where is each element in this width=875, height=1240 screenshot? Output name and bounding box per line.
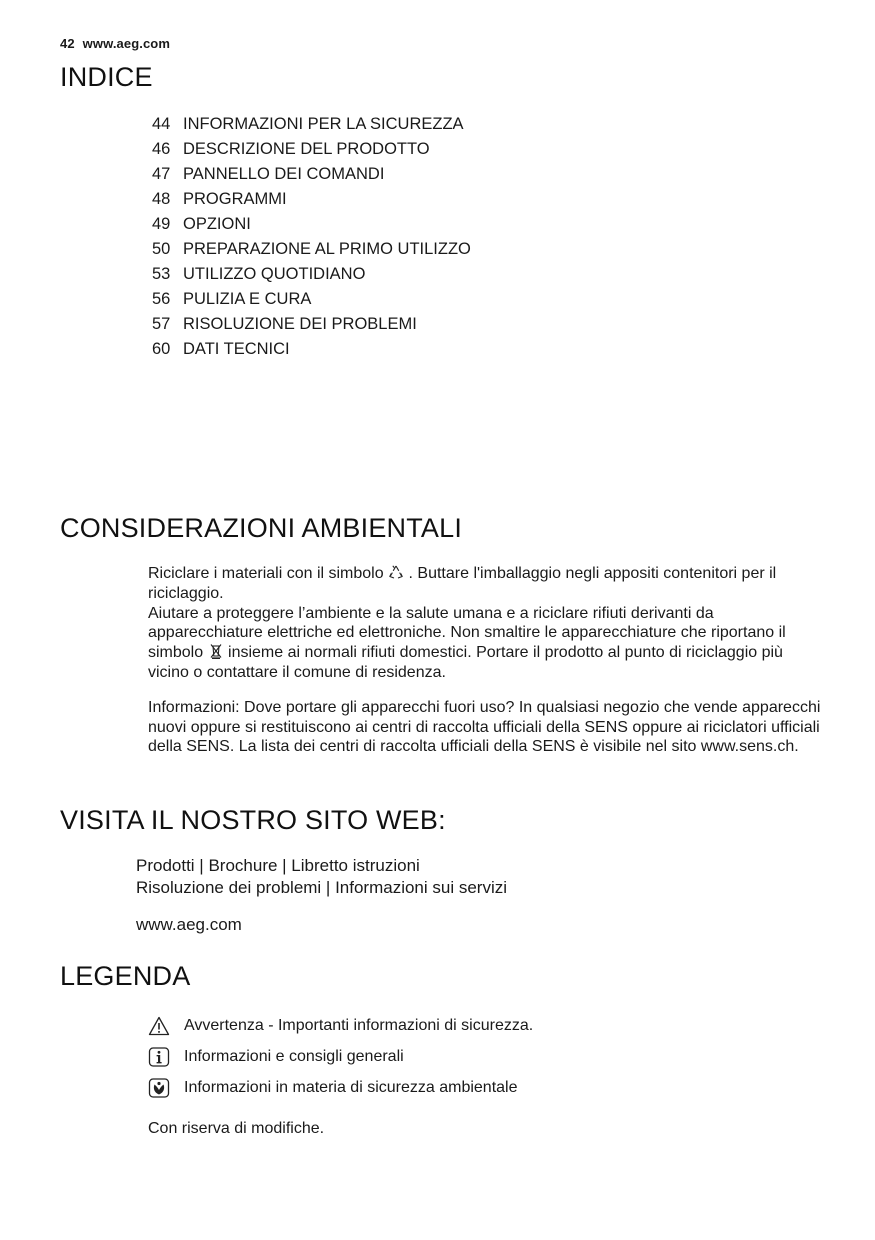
legend-label: Avvertenza - Importanti informazioni di sicurezza. [184,1016,534,1034]
legend-section [148,1010,533,1138]
legend-item [148,1072,533,1103]
table-of-contents [148,112,471,362]
website-url-link[interactable]: www.aeg.com [136,915,242,934]
environment-paragraph-1: Riciclare i materiali con il simbolo . Buttare l'imballaggio negli appositi contenitori per il riciclaggio. Aiutare a proteggere l’ambiente e la salute umana e a riciclare rifiuti derivanti da apparecchiature elettriche ed elettroniche. Non smaltire le apparecchiature che riportano il simbolo insieme ai normali rifiuti domestici. Portare il prodotto al punto di riciclaggio più vicino o contattare il comune di residenza. [148,565,786,681]
toc-item[interactable]: 57 RISOLUZIONE DEI PROBLEMI [152,315,417,333]
toc-item[interactable]: 60 DATI TECNICI [152,340,290,358]
index-title: INDICE [60,62,153,92]
toc-item[interactable]: 50 PREPARAZIONE AL PRIMO UTILIZZO [152,240,471,258]
page-number: 42 [60,36,75,51]
legend-item [148,1010,533,1041]
toc-item[interactable]: 46 DESCRIZIONE DEL PRODOTTO [152,140,430,158]
toc-item[interactable]: 48 PROGRAMMI [152,190,287,208]
website-title: VISITA IL NOSTRO SITO WEB: [60,805,446,835]
info-icon [148,1046,170,1068]
environment-title: CONSIDERAZIONI AMBIENTALI [60,513,463,543]
eco-icon [148,1077,170,1099]
environment-paragraph-2: Informazioni: Dove portare gli apparecchi fuori uso? In qualsiasi negozio che vende apparecchi nuovi oppure si restituiscono ai centri di raccolta ufficiali della SENS oppure ai riciclatori ufficiali della SENS. La lista dei centri di raccolta ufficiali della SENS è visibile nel sito www.sens.ch. [148,698,821,756]
legend-label: Informazioni in materia di sicurezza ambientale [184,1078,518,1096]
recycle-icon [388,564,404,580]
toc-item[interactable]: 44 INFORMAZIONI PER LA SICUREZZA [152,115,464,133]
legend-title: LEGENDA [60,961,191,991]
crossed-bin-icon [208,643,224,659]
header-site-link[interactable]: www.aeg.com [82,36,170,51]
reserve-note: Con riserva di modifiche. [148,1120,325,1137]
legend-item [148,1041,533,1072]
legend-label: Informazioni e consigli generali [184,1047,404,1065]
warning-icon [148,1015,170,1037]
toc-item[interactable]: 47 PANNELLO DEI COMANDI [152,165,385,183]
website-links-line-1[interactable]: Prodotti | Brochure | Libretto istruzioni [136,856,420,875]
toc-item[interactable]: 53 UTILIZZO QUOTIDIANO [152,265,366,283]
website-links-line-2[interactable]: Risoluzione dei problemi | Informazioni sui servizi [136,877,508,897]
page-header [60,36,170,51]
toc-item[interactable]: 56 PULIZIA E CURA [152,290,312,308]
environment-section [148,564,828,757]
website-section [136,855,507,936]
toc-item[interactable]: 49 OPZIONI [152,215,251,233]
